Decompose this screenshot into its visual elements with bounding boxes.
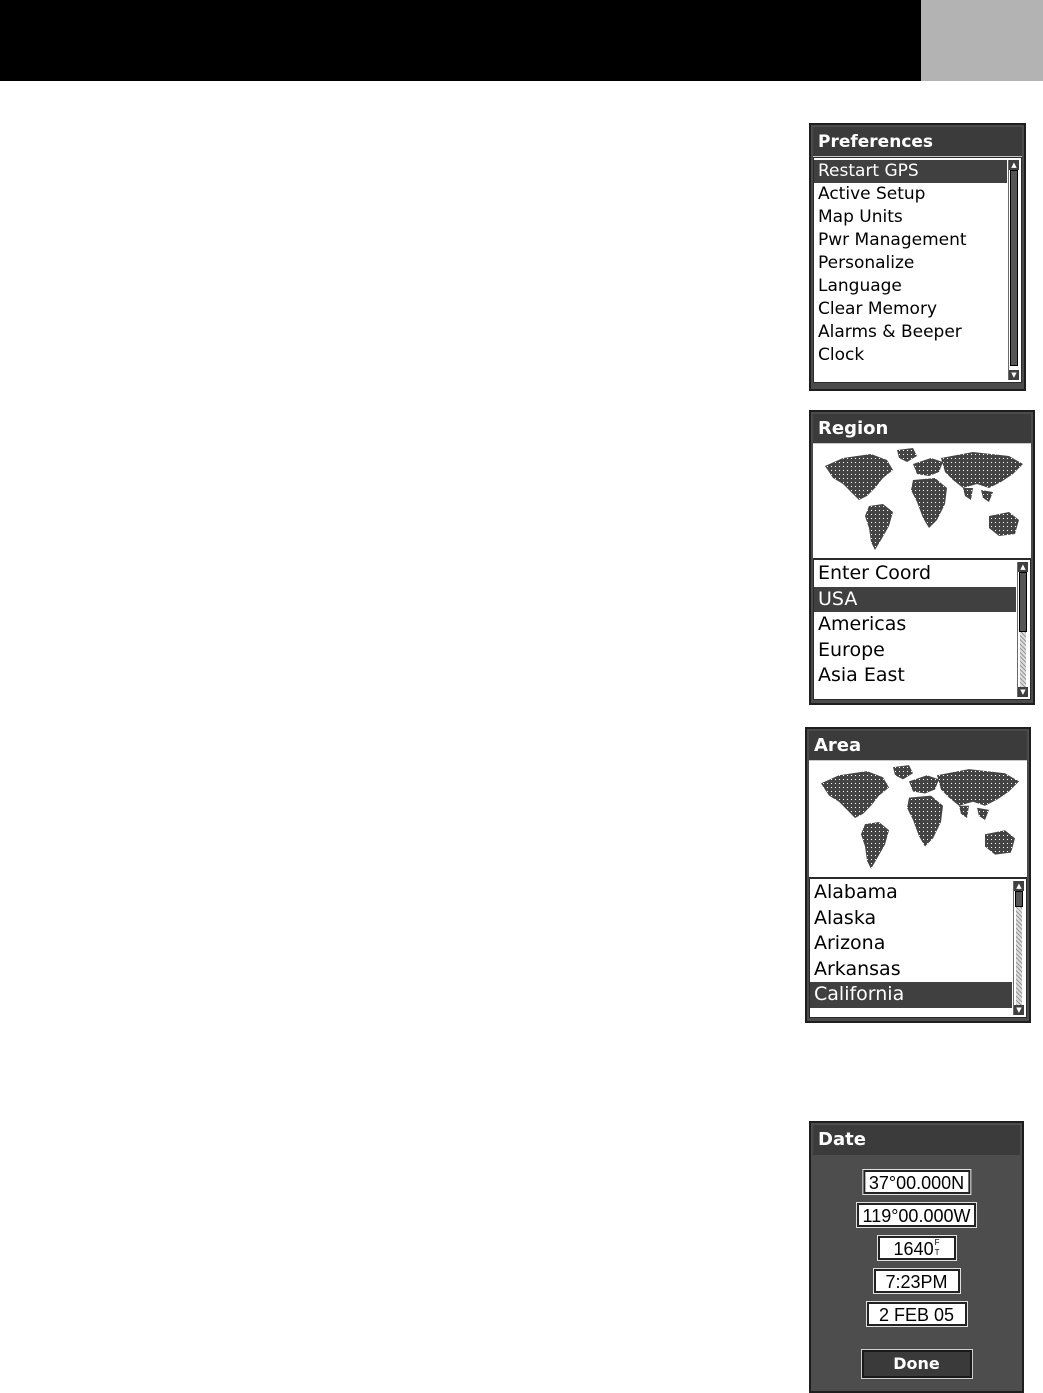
preferences-title: Preferences (813, 127, 1022, 157)
preferences-screen (809, 123, 1026, 391)
date-screen (809, 1121, 1024, 1393)
scroll-up-arrow-icon[interactable]: ▲ (1014, 881, 1024, 891)
page-header-bar (0, 0, 921, 81)
list-item[interactable]: Alaska (814, 906, 877, 929)
time-field[interactable]: 7:23PM (874, 1269, 960, 1293)
list-item[interactable]: Clear Memory (818, 299, 937, 319)
region-list (813, 559, 1031, 700)
scroll-down-arrow-icon[interactable]: ▼ (1018, 687, 1028, 697)
list-item[interactable]: Americas (818, 613, 907, 635)
list-item[interactable]: Personalize (818, 253, 915, 273)
world-map-icon (813, 444, 1031, 559)
list-item[interactable]: Europe (818, 638, 885, 661)
elevation-field[interactable] (878, 1236, 956, 1260)
done-button[interactable]: Done (862, 1350, 972, 1378)
area-scrollbar[interactable] (1013, 881, 1024, 1015)
latitude-field[interactable]: 37°00.000N (863, 1170, 970, 1194)
list-item[interactable]: California (810, 982, 1012, 1008)
list-item[interactable]: USA (814, 587, 1016, 613)
scroll-thumb[interactable] (1019, 572, 1027, 632)
list-item[interactable]: Map Units (818, 207, 903, 227)
scroll-up-arrow-icon[interactable]: ▲ (1018, 562, 1028, 572)
list-item[interactable]: Language (818, 276, 902, 296)
list-item[interactable]: Arizona (814, 932, 886, 954)
list-item[interactable]: Asia East (818, 664, 905, 686)
scroll-thumb[interactable] (1010, 170, 1018, 366)
preferences-scrollbar[interactable] (1008, 160, 1019, 380)
scroll-down-arrow-icon[interactable]: ▼ (1009, 370, 1019, 380)
longitude-field[interactable]: 119°00.000W (857, 1203, 977, 1227)
list-item[interactable]: Arkansas (814, 957, 901, 980)
scroll-thumb[interactable] (1015, 891, 1023, 907)
list-item[interactable]: Active Setup (818, 184, 926, 204)
world-map-icon (809, 761, 1027, 878)
date-field[interactable]: 2 FEB 05 (867, 1302, 967, 1326)
list-item[interactable]: Pwr Management (818, 230, 967, 250)
scroll-down-arrow-icon[interactable]: ▼ (1014, 1005, 1024, 1015)
list-item[interactable]: Restart GPS (814, 160, 1007, 183)
area-title: Area (809, 731, 1027, 761)
date-title: Date (813, 1125, 1020, 1155)
area-list (809, 878, 1027, 1018)
area-screen (805, 727, 1031, 1023)
scroll-up-arrow-icon[interactable]: ▲ (1009, 160, 1019, 170)
list-item[interactable]: Clock (818, 345, 865, 365)
region-title: Region (813, 414, 1031, 444)
page-tab (921, 0, 1043, 81)
list-item[interactable]: Alabama (814, 881, 898, 903)
list-item[interactable]: Enter Coord (818, 562, 932, 584)
region-screen (809, 410, 1035, 705)
elevation-value: 1640 (893, 1239, 934, 1259)
elevation-unit: F T (934, 1238, 940, 1257)
region-scrollbar[interactable] (1017, 562, 1028, 697)
list-item[interactable]: Alarms & Beeper (818, 322, 962, 342)
preferences-list (813, 157, 1022, 383)
